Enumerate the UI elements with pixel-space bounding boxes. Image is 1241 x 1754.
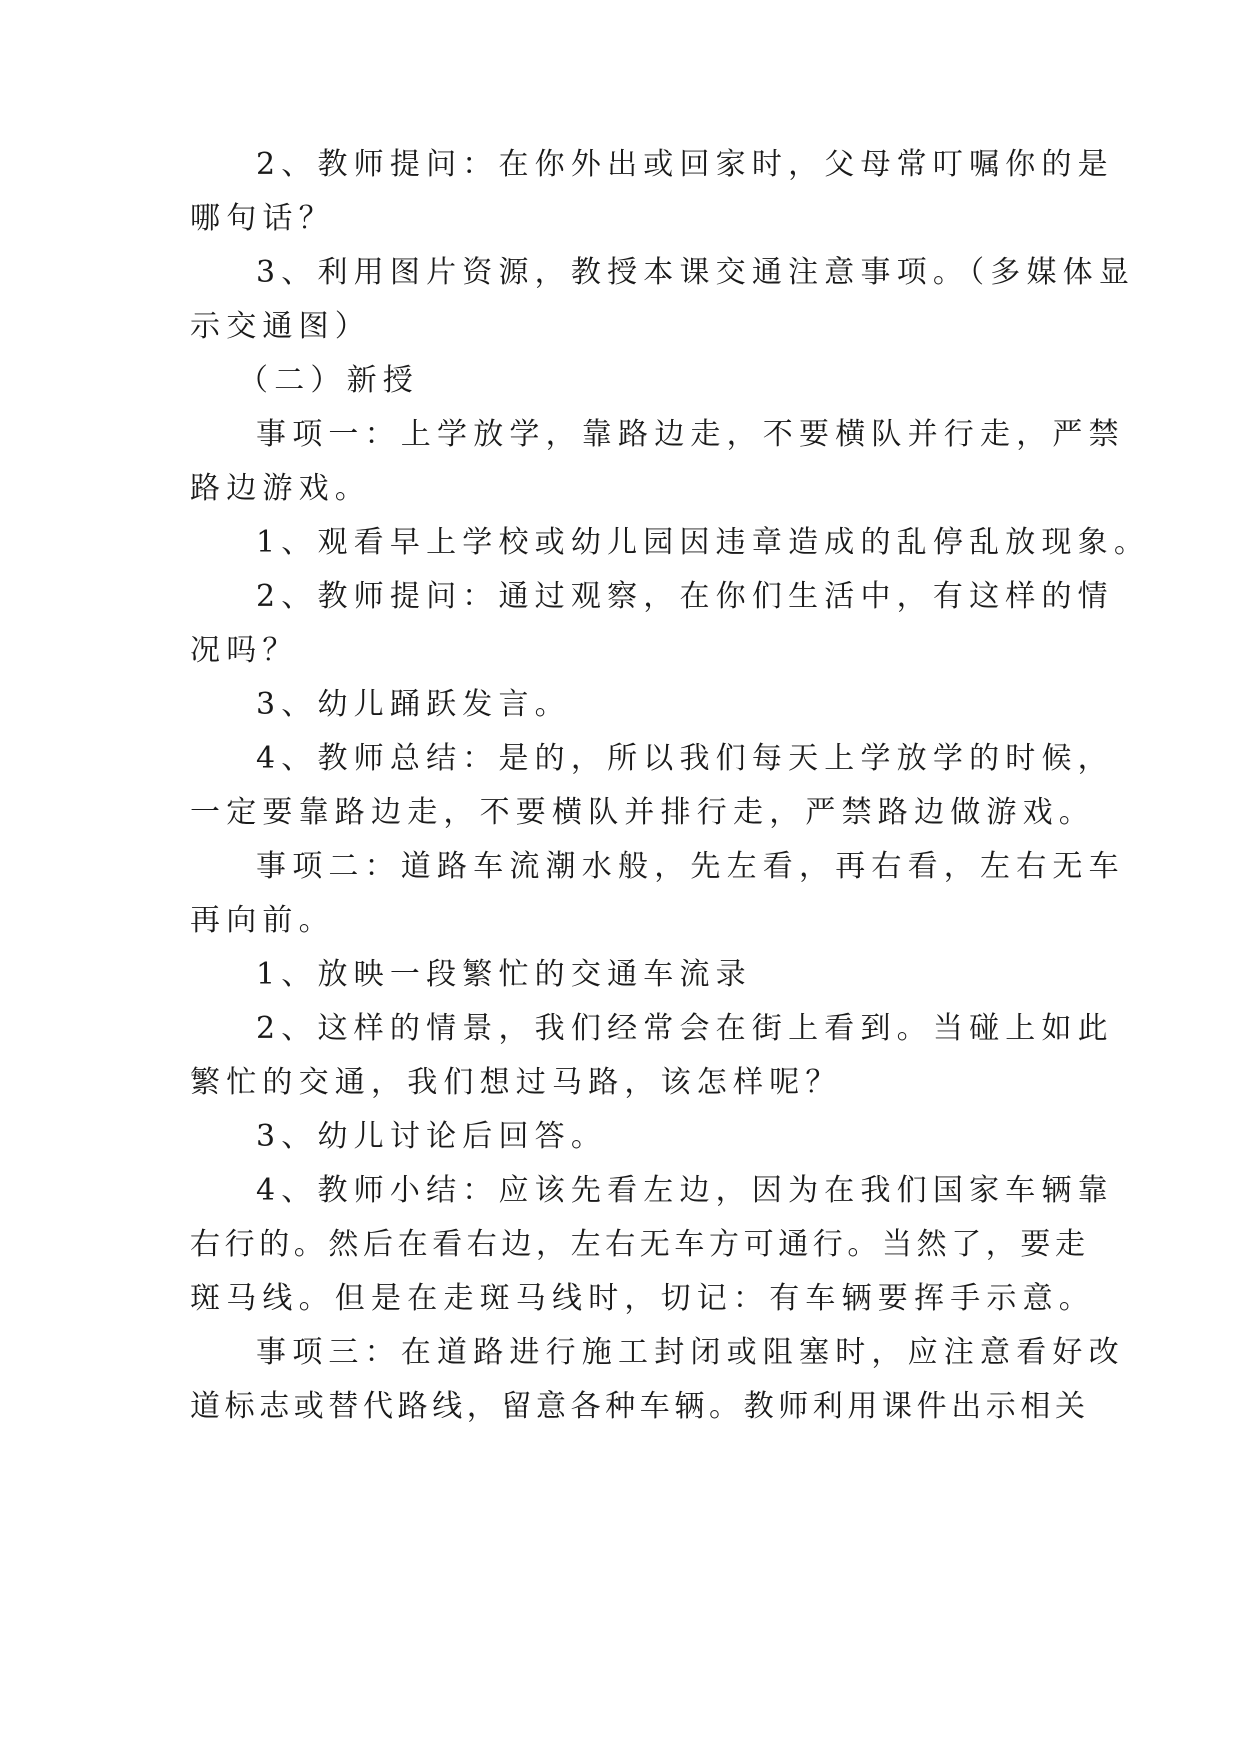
text-line: 2、教师提问：在你外出或回家时，父母常叮嘱你的是 (256, 147, 1114, 182)
text-line: 斑马线。但是在走斑马线时，切记：有车辆要挥手示意。 (190, 1281, 1095, 1316)
text-line: 右行的。然后在看右边，左右无车方可通行。当然了，要走 (190, 1227, 1090, 1262)
text-line: 一定要靠路边走，不要横队并排行走，严禁路边做游戏。 (190, 795, 1095, 830)
text-line: 2、教师提问：通过观察，在你们生活中，有这样的情 (256, 579, 1114, 614)
text-line: 3、幼儿讨论后回答。 (256, 1119, 608, 1154)
text-line: 1、观看早上学校或幼儿园因违章造成的乱停乱放现象。 (256, 525, 1151, 560)
text-line: 事项一：上学放学，靠路边走，不要横队并行走，严禁 (256, 417, 1125, 452)
text-line: 4、教师总结：是的，所以我们每天上学放学的时候， (256, 741, 1114, 776)
text-line: 1、放映一段繁忙的交通车流录 (256, 957, 752, 992)
text-line: 事项二：道路车流潮水般，先左看，再右看，左右无车 (256, 849, 1125, 884)
text-line: 示交通图） (190, 309, 371, 344)
text-line: 事项三：在道路进行施工封闭或阻塞时，应注意看好改 (256, 1335, 1125, 1370)
text-line: 3、利用图片资源，教授本课交通注意事项。（多媒体显 (256, 255, 1136, 290)
text-line: 道标志或替代路线，留意各种车辆。教师利用课件出示相关 (190, 1389, 1090, 1424)
text-line: 况吗？ (190, 633, 299, 668)
text-line: 3、幼儿踊跃发言。 (256, 687, 571, 722)
text-line: 路边游戏。 (190, 471, 371, 506)
text-line: 2、这样的情景，我们经常会在街上看到。当碰上如此 (256, 1011, 1114, 1046)
text-line: 哪句话？ (190, 201, 335, 236)
text-line: 4、教师小结：应该先看左边，因为在我们国家车辆靠 (256, 1173, 1114, 1208)
section-heading: （二）新授 (238, 363, 419, 398)
text-line: 繁忙的交通，我们想过马路，该怎样呢？ (190, 1065, 842, 1100)
text-line: 再向前。 (190, 903, 335, 938)
